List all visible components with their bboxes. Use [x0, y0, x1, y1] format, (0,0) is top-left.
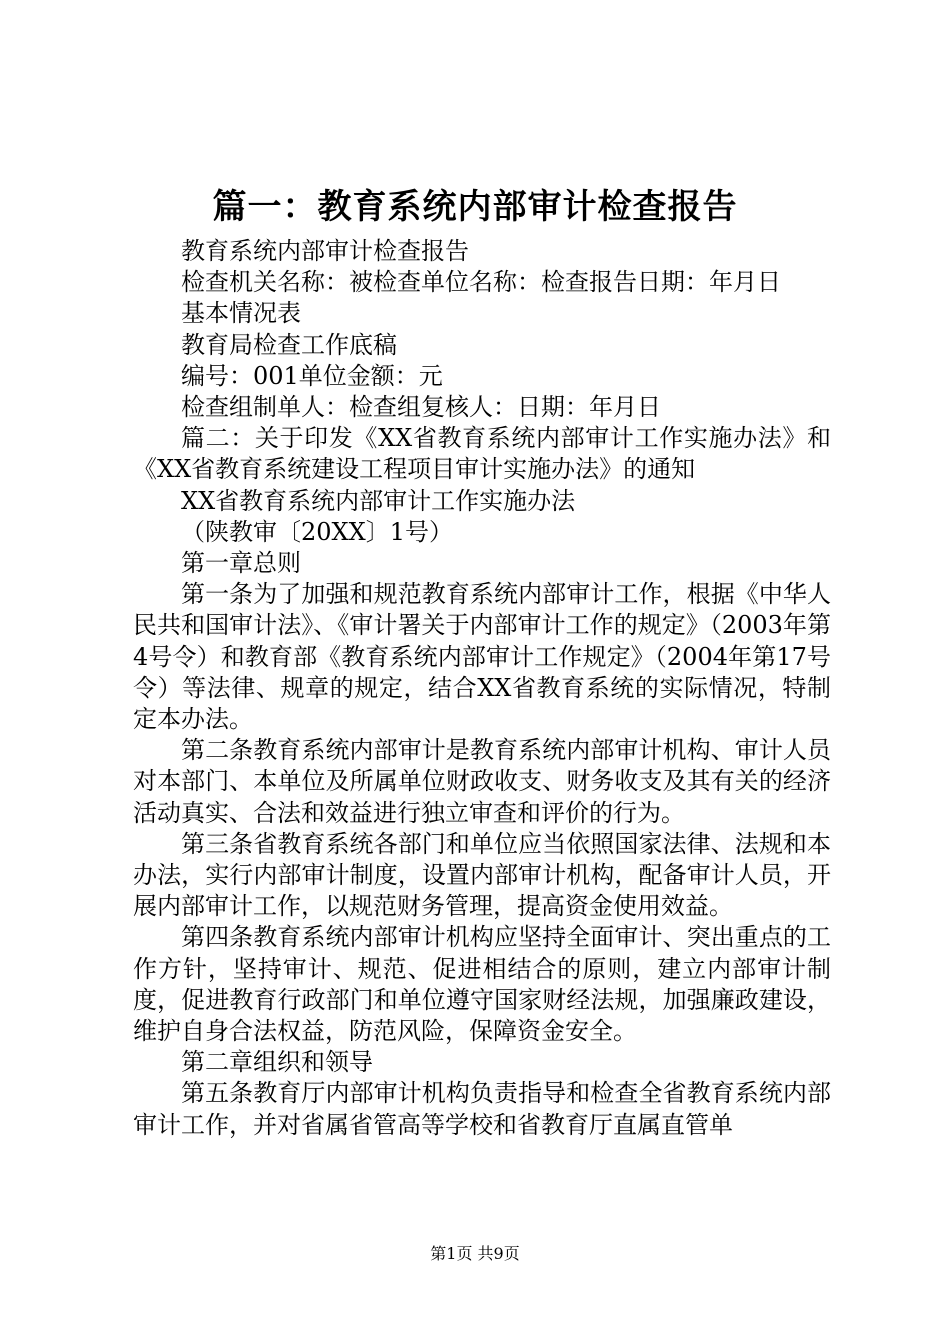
- paragraph: 第二章组织和领导: [181, 1048, 373, 1077]
- paragraph: 第三条省教育系统各部门和单位应当依照国家法律、法规和本办法，实行内部审计制度，设置内部审计机构，配备审计人员，开展内部审计工作，以规范财务管理，提高资金使用效益。: [133, 829, 831, 921]
- document-title: 篇一：教育系统内部审计检查报告: [212, 187, 738, 227]
- paragraph: 编号：001单位金额：元: [181, 361, 443, 390]
- page-number: 第1页 共9页: [430, 1244, 520, 1263]
- paragraph: 第二条教育系统内部审计是教育系统内部审计机构、审计人员对本部门、本单位及所属单位财政收支、财务收支及其有关的经济活动真实、合法和效益进行独立审查和评价的行为。: [133, 736, 831, 827]
- paragraph: 篇二：关于印发《XX省教育系统内部审计工作实施办法》和《XX省教育系统建设工程项目审计实施办法》的通知: [133, 424, 831, 484]
- paragraph: 第五条教育厅内部审计机构负责指导和检查全省教育系统内部审计工作，并对省属省管高等学校和省教育厅直属直管单: [133, 1079, 831, 1139]
- paragraph: 检查组制单人：检查组复核人：日期：年月日: [181, 393, 661, 422]
- paragraph: 教育局检查工作底稿: [181, 330, 397, 359]
- paragraph: （陕教审〔20XX〕1号）: [181, 517, 453, 546]
- paragraph: 第一条为了加强和规范教育系统内部审计工作，根据《中华人民共和国审计法》、《审计署关于内部审计工作的规定》（2003年第4号令）和教育部《教育系统内部审计工作规定》（2004年第17号令）等法律、规章的规定，结合XX省教育系统的实际情况，特制定本办法。: [133, 580, 831, 734]
- paragraph: XX省教育系统内部审计工作实施办法: [181, 486, 576, 515]
- document-body: [133, 236, 831, 1141]
- paragraph: 检查机关名称：被检查单位名称：检查报告日期：年月日: [181, 268, 781, 297]
- paragraph: 教育系统内部审计检查报告: [181, 237, 469, 265]
- paragraph: 第一章总则: [181, 549, 301, 578]
- paragraph: 基本情况表: [181, 299, 301, 328]
- paragraph: 第四条教育系统内部审计机构应坚持全面审计、突出重点的工作方针，坚持审计、规范、促进相结合的原则，建立内部审计制度，促进教育行政部门和单位遵守国家财经法规，加强廉政建设，维护自身合法权益，防范风险，保障资金安全。: [133, 923, 831, 1046]
